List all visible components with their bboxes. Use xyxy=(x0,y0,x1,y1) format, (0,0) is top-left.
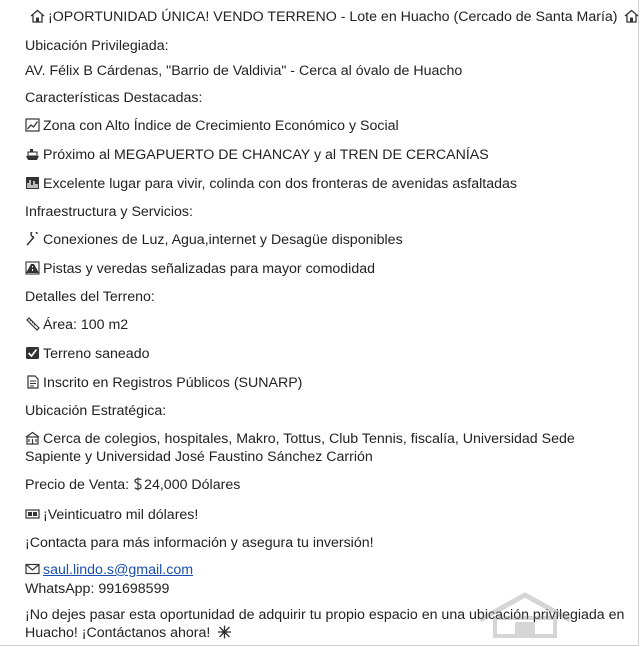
infra-heading: Infraestructura y Servicios: xyxy=(25,204,193,220)
address-text: AV. Félix B Cárdenas, "Barrio de Valdivia" - Cerca al óvalo de Huacho xyxy=(25,63,463,79)
contacta-text: ¡Contacta para más información y asegura tu inversión! xyxy=(25,535,374,551)
list-item: Inscrito en Registros Públicos (SUNARP) xyxy=(25,374,302,392)
ruler-icon xyxy=(25,317,40,331)
whatsapp-text: WhatsApp: 991698599 xyxy=(25,581,170,597)
list-item: Zona con Alto Índice de Crecimiento Económico y Social xyxy=(25,117,399,135)
caracteristicas-heading: Características Destacadas: xyxy=(25,90,203,106)
ship-icon xyxy=(25,147,40,161)
wrench-icon xyxy=(25,232,40,246)
list-item: Área: 100 m2 xyxy=(25,316,128,334)
list-item: Terreno saneado xyxy=(25,345,149,363)
document-icon xyxy=(25,375,40,389)
sparkle-icon xyxy=(217,625,232,639)
banknote-icon xyxy=(25,507,40,521)
watermark-logo xyxy=(470,590,580,640)
closing-text: ¡No dejes pasar esta oportunidad de adquirir tu propio espacio en una ubicación privilegiada en Huacho! ¡Contáctanos ahora! xyxy=(25,607,625,641)
road-icon xyxy=(25,261,40,275)
list-item: Próximo al MEGAPUERTO DE CHANCAY y al TREN DE CERCANÍAS xyxy=(25,146,489,164)
precio-line: Precio de Venta: 24,000 Dólares xyxy=(25,477,241,493)
list-item: Pistas y veredas señalizadas para mayor comodidad xyxy=(25,260,375,278)
check-icon xyxy=(25,346,40,360)
school-icon xyxy=(25,431,40,445)
list-item: Excelente lugar para vivir, colinda con dos fronteras de avenidas asfaltadas xyxy=(25,175,517,193)
listing-title: ¡OPORTUNIDAD ÚNICA! VENDO TERRENO - Lote en Huacho (Cercado de Santa María) xyxy=(30,8,640,26)
email-line xyxy=(25,561,193,579)
estrategica-heading: Ubicación Estratégica: xyxy=(25,403,167,419)
detalles-heading: Detalles del Terreno: xyxy=(25,289,155,305)
dollar-icon xyxy=(133,477,143,491)
email-link[interactable]: saul.lindo.s@gmail.com xyxy=(43,562,194,578)
precio-words-line: ¡Veinticuatro mil dólares! xyxy=(25,506,198,524)
cityscape-icon xyxy=(25,176,40,190)
estrategica-text: Cerca de colegios, hospitales, Makro, Tottus, Club Tennis, fiscalía, Universidad Sede Sapiente y Universidad José Faustino Sánchez Carrión xyxy=(25,431,575,465)
house-icon xyxy=(624,9,639,23)
ubicacion-heading: Ubicación Privilegiada: xyxy=(25,38,169,54)
envelope-icon xyxy=(25,562,40,576)
house-icon xyxy=(30,9,45,23)
chart-increasing-icon xyxy=(25,118,40,132)
list-item: Conexiones de Luz, Agua,internet y Desagüe disponibles xyxy=(25,231,403,249)
